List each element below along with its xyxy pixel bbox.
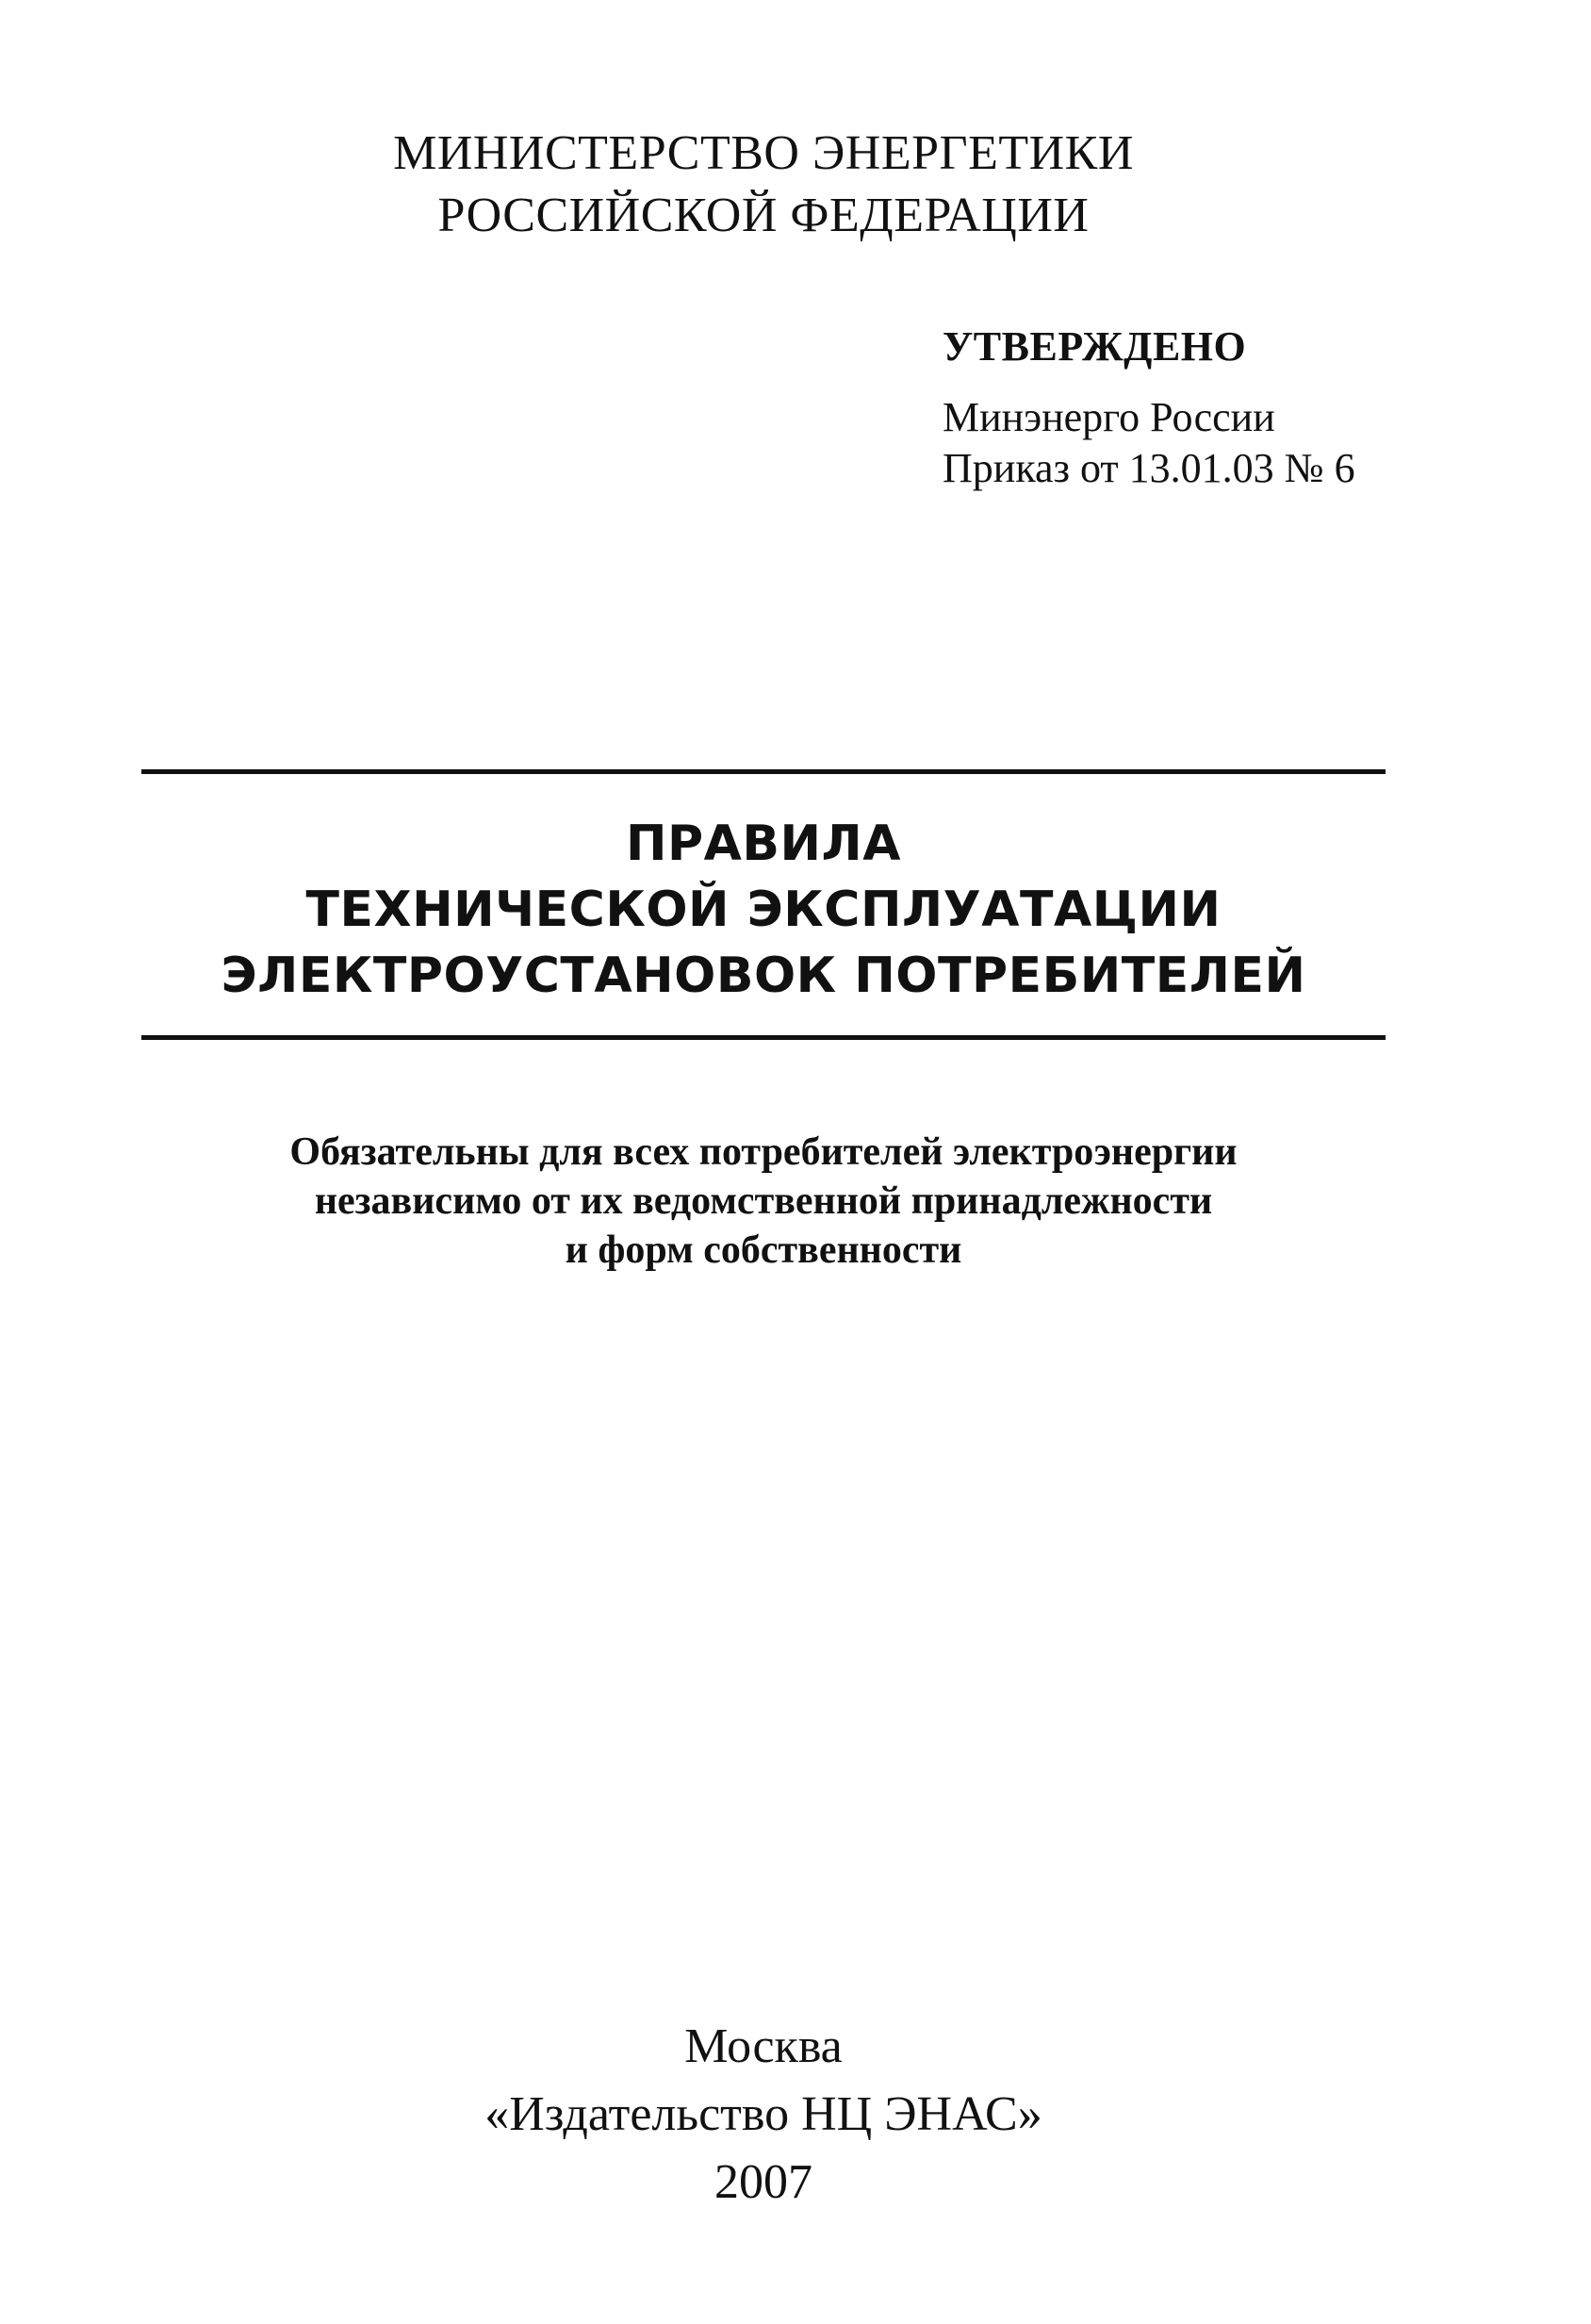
title-bottom-divider	[141, 1035, 1386, 1040]
title-line-2: ТЕХНИЧЕСКОЙ ЭКСПЛУАТАЦИИ	[305, 882, 1222, 938]
document-title	[141, 811, 1386, 1009]
imprint-publisher: «Издательство НЦ ЭНАС»	[484, 2087, 1042, 2141]
subtitle-line-3: и форм собственности	[565, 1228, 962, 1272]
title-line-1: ПРАВИЛА	[626, 816, 901, 872]
subtitle-line-1: Обязательны для всех потребителей электроэнергии	[289, 1130, 1238, 1174]
approval-block	[943, 319, 1508, 494]
imprint-city: Москва	[684, 2019, 843, 2073]
imprint-year: 2007	[714, 2155, 812, 2209]
title-top-divider	[141, 769, 1386, 774]
publisher-imprint	[141, 2013, 1386, 2217]
approval-title: УТВЕРЖДЕНО	[943, 323, 1247, 370]
approval-authority: Минэнерго России	[943, 394, 1275, 440]
ministry-line-1: МИНИСТЕРСТВО ЭНЕРГЕТИКИ	[393, 126, 1134, 180]
subtitle-line-2: независимо от их ведомственной принадлежности	[314, 1179, 1213, 1223]
title-line-3: ЭЛЕКТРОУСТАНОВОК ПОТРЕБИТЕЛЕЙ	[221, 948, 1306, 1004]
approval-order: Приказ от 13.01.03 № 6	[943, 445, 1355, 491]
ministry-header	[0, 123, 1527, 247]
document-subtitle	[141, 1128, 1386, 1275]
ministry-line-2: РОССИЙСКОЙ ФЕДЕРАЦИИ	[437, 189, 1090, 242]
